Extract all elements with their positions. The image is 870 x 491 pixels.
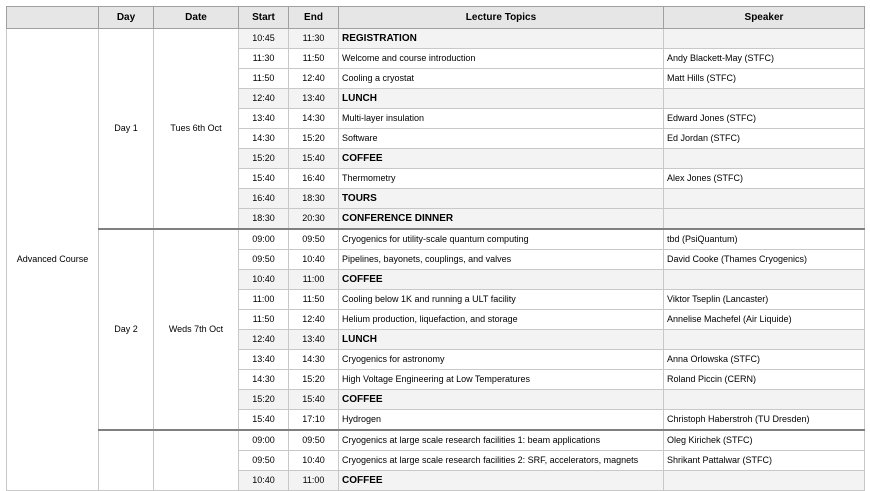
lecture-row <box>7 229 865 250</box>
speaker-name <box>664 149 865 169</box>
speaker-name: Viktor Tseplin (Lancaster) <box>664 290 865 310</box>
start-time: 13:40 <box>239 109 289 129</box>
speaker-name <box>664 89 865 109</box>
end-time: 12:40 <box>289 69 339 89</box>
speaker-name: Shrikant Pattalwar (STFC) <box>664 451 865 471</box>
lecture-topic: Welcome and course introduction <box>339 49 664 69</box>
start-time: 10:45 <box>239 29 289 49</box>
speaker-name: Christoph Haberstroh (TU Dresden) <box>664 410 865 431</box>
schedule-body <box>7 29 865 491</box>
end-time: 11:50 <box>289 49 339 69</box>
lecture-topic: COFFEE <box>339 390 664 410</box>
lecture-topic: Thermometry <box>339 169 664 189</box>
speaker-name: Matt Hills (STFC) <box>664 69 865 89</box>
day-date <box>154 430 239 491</box>
end-time: 20:30 <box>289 209 339 230</box>
header-speaker: Speaker <box>664 7 865 29</box>
end-time: 17:10 <box>289 410 339 431</box>
end-time: 10:40 <box>289 250 339 270</box>
speaker-name <box>664 29 865 49</box>
day-label: Day 1 <box>99 29 154 230</box>
header-day: Day <box>99 7 154 29</box>
lecture-topic: Cooling below 1K and running a ULT facility <box>339 290 664 310</box>
lecture-topic: COFFEE <box>339 270 664 290</box>
end-time: 13:40 <box>289 330 339 350</box>
start-time: 14:30 <box>239 370 289 390</box>
lecture-topic: COFFEE <box>339 471 664 491</box>
day-date: Tues 6th Oct <box>154 29 239 230</box>
day-label <box>99 430 154 491</box>
start-time: 14:30 <box>239 129 289 149</box>
start-time: 11:30 <box>239 49 289 69</box>
speaker-name <box>664 209 865 230</box>
speaker-name <box>664 189 865 209</box>
lecture-topic: COFFEE <box>339 149 664 169</box>
lecture-topic: Multi-layer insulation <box>339 109 664 129</box>
day-date: Weds 7th Oct <box>154 229 239 430</box>
start-time: 09:00 <box>239 430 289 451</box>
lecture-topic: Software <box>339 129 664 149</box>
lecture-topic: Cryogenics for astronomy <box>339 350 664 370</box>
speaker-name <box>664 471 865 491</box>
speaker-name: Anna Orlowska (STFC) <box>664 350 865 370</box>
end-time: 10:40 <box>289 451 339 471</box>
speaker-name: Ed Jordan (STFC) <box>664 129 865 149</box>
end-time: 14:30 <box>289 350 339 370</box>
start-time: 12:40 <box>239 330 289 350</box>
start-time: 09:00 <box>239 229 289 250</box>
end-time: 16:40 <box>289 169 339 189</box>
header-row <box>7 7 865 29</box>
speaker-name: Annelise Machefel (Air Liquide) <box>664 310 865 330</box>
start-time: 10:40 <box>239 270 289 290</box>
speaker-name: Andy Blackett-May (STFC) <box>664 49 865 69</box>
end-time: 11:30 <box>289 29 339 49</box>
lecture-topic: REGISTRATION <box>339 29 664 49</box>
lecture-topic: LUNCH <box>339 89 664 109</box>
end-time: 09:50 <box>289 229 339 250</box>
header-start: Start <box>239 7 289 29</box>
lecture-topic: Cryogenics at large scale research facilities 1: beam applications <box>339 430 664 451</box>
end-time: 15:20 <box>289 370 339 390</box>
start-time: 13:40 <box>239 350 289 370</box>
lecture-topic: Helium production, liquefaction, and storage <box>339 310 664 330</box>
schedule-table <box>6 6 865 491</box>
lecture-row <box>7 430 865 451</box>
lecture-topic: LUNCH <box>339 330 664 350</box>
speaker-name: tbd (PsiQuantum) <box>664 229 865 250</box>
header-date: Date <box>154 7 239 29</box>
end-time: 14:30 <box>289 109 339 129</box>
end-time: 11:00 <box>289 471 339 491</box>
course-name: Advanced Course <box>7 29 99 491</box>
end-time: 13:40 <box>289 89 339 109</box>
break-row <box>7 29 865 49</box>
start-time: 16:40 <box>239 189 289 209</box>
start-time: 15:40 <box>239 410 289 431</box>
end-time: 15:20 <box>289 129 339 149</box>
lecture-topic: Cooling a cryostat <box>339 69 664 89</box>
end-time: 11:50 <box>289 290 339 310</box>
lecture-topic: Cryogenics at large scale research facilities 2: SRF, accelerators, magnets <box>339 451 664 471</box>
speaker-name: Roland Piccin (CERN) <box>664 370 865 390</box>
start-time: 11:50 <box>239 310 289 330</box>
start-time: 15:20 <box>239 390 289 410</box>
schedule-container <box>6 6 865 491</box>
start-time: 09:50 <box>239 250 289 270</box>
lecture-topic: Hydrogen <box>339 410 664 431</box>
speaker-name: Edward Jones (STFC) <box>664 109 865 129</box>
speaker-name <box>664 330 865 350</box>
speaker-name <box>664 390 865 410</box>
speaker-name: David Cooke (Thames Cryogenics) <box>664 250 865 270</box>
start-time: 15:40 <box>239 169 289 189</box>
speaker-name: Alex Jones (STFC) <box>664 169 865 189</box>
lecture-topic: CONFERENCE DINNER <box>339 209 664 230</box>
end-time: 11:00 <box>289 270 339 290</box>
lecture-topic: Pipelines, bayonets, couplings, and valves <box>339 250 664 270</box>
start-time: 10:40 <box>239 471 289 491</box>
lecture-topic: TOURS <box>339 189 664 209</box>
end-time: 12:40 <box>289 310 339 330</box>
end-time: 09:50 <box>289 430 339 451</box>
day-label: Day 2 <box>99 229 154 430</box>
speaker-name <box>664 270 865 290</box>
header-end: End <box>289 7 339 29</box>
start-time: 15:20 <box>239 149 289 169</box>
header-lecture-topics: Lecture Topics <box>339 7 664 29</box>
start-time: 09:50 <box>239 451 289 471</box>
speaker-name: Oleg Kirichek (STFC) <box>664 430 865 451</box>
end-time: 18:30 <box>289 189 339 209</box>
header-course <box>7 7 99 29</box>
end-time: 15:40 <box>289 390 339 410</box>
lecture-topic: High Voltage Engineering at Low Temperatures <box>339 370 664 390</box>
start-time: 11:50 <box>239 69 289 89</box>
end-time: 15:40 <box>289 149 339 169</box>
start-time: 11:00 <box>239 290 289 310</box>
start-time: 18:30 <box>239 209 289 230</box>
lecture-topic: Cryogenics for utility-scale quantum computing <box>339 229 664 250</box>
start-time: 12:40 <box>239 89 289 109</box>
